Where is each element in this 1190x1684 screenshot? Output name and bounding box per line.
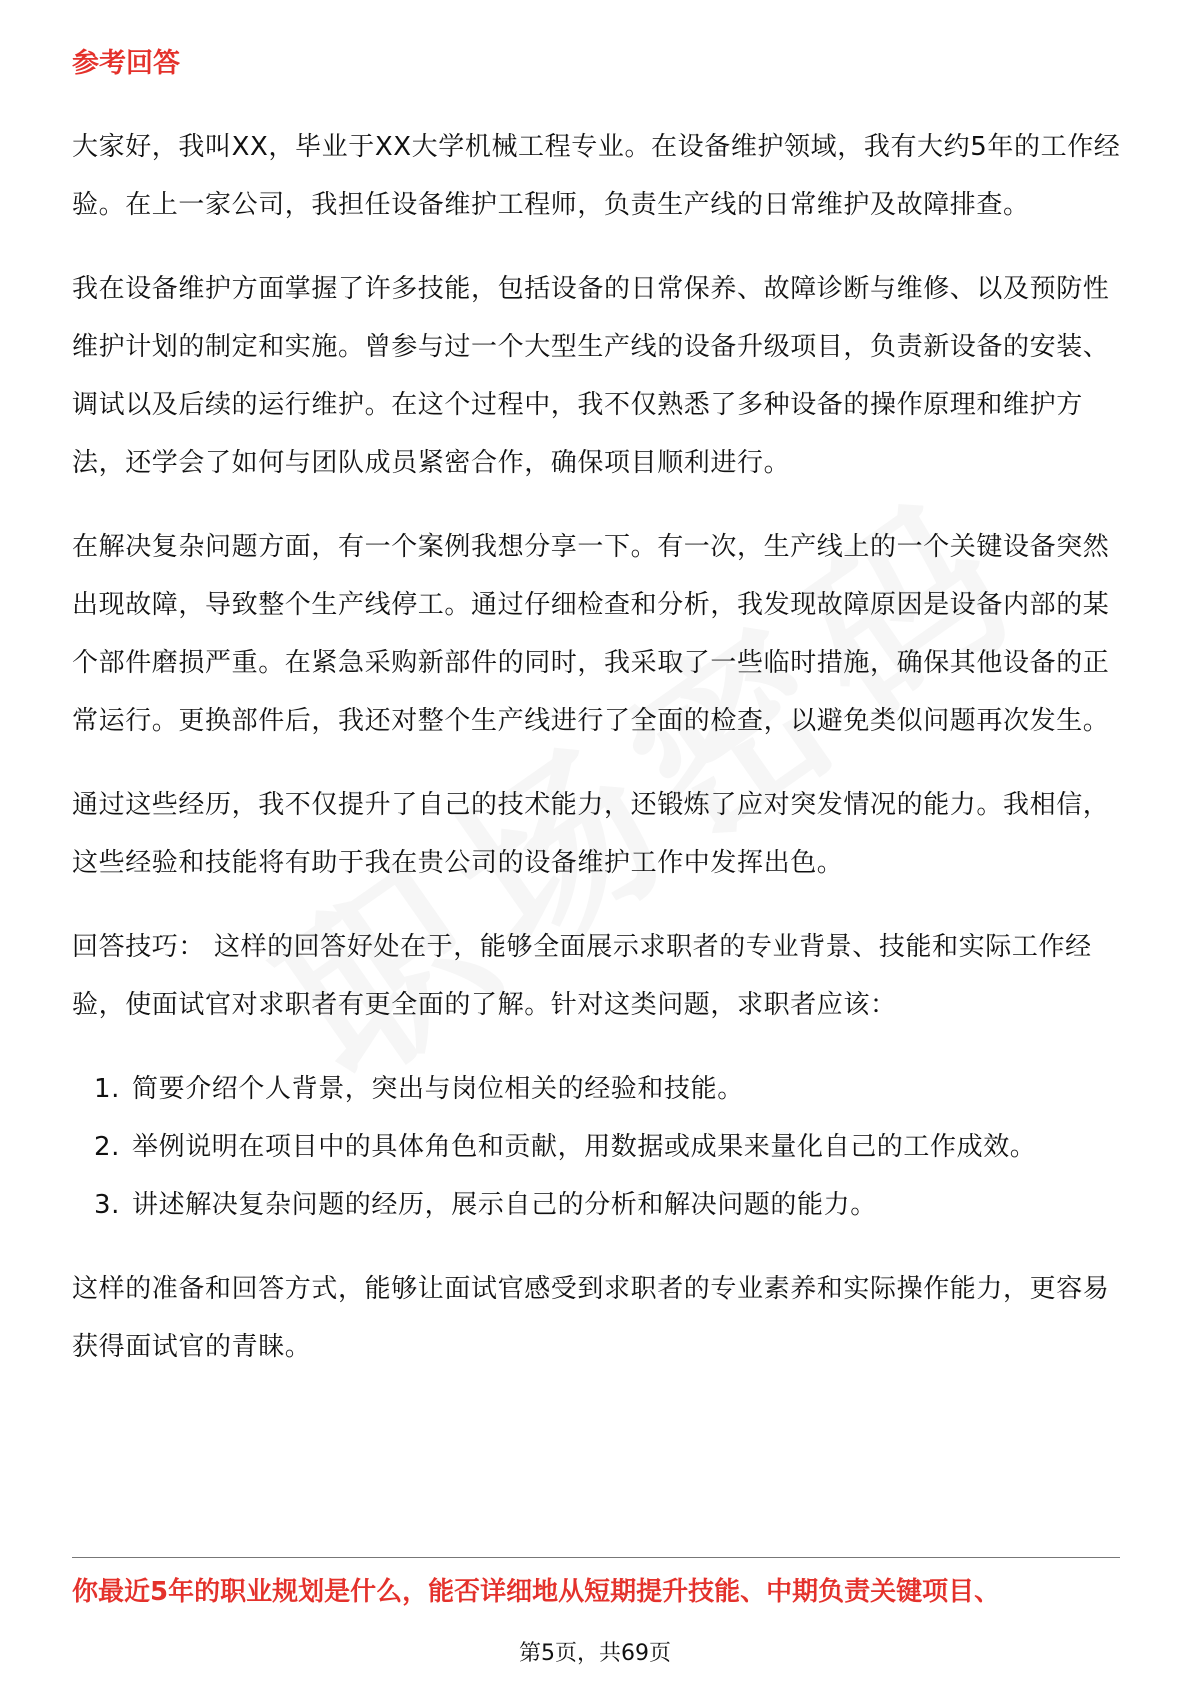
paragraph-summary: 通过这些经历，我不仅提升了自己的技术能力，还锻炼了应对突发情况的能力。我相信，这些经验和技能将有助于我在贵公司的设备维护工作中发挥出色。 bbox=[72, 790, 1110, 878]
list-item-text: 简要介绍个人背景，突出与岗位相关的经验和技能。 bbox=[132, 1074, 744, 1104]
section-heading: 参考回答 bbox=[72, 48, 180, 79]
list-item-number: 2. bbox=[93, 1132, 120, 1162]
list-item-number: 1. bbox=[93, 1074, 120, 1104]
paragraph-intro: 大家好，我叫XX，毕业于XX大学机械工程专业。在设备维护领域，我有大约5年的工作经验。在上一家公司，我担任设备维护工程师，负责生产线的日常维护及故障排查。 bbox=[72, 132, 1121, 220]
list-item bbox=[72, 1176, 1122, 1234]
section-divider bbox=[72, 1557, 1120, 1558]
next-question-heading: 你最近5年的职业规划是什么，能否详细地从短期提升技能、中期负责关键项目、 bbox=[72, 1577, 1001, 1607]
tips-list bbox=[72, 1060, 1122, 1234]
answer-body bbox=[72, 118, 1122, 1402]
paragraph-skills: 我在设备维护方面掌握了许多技能，包括设备的日常保养、故障诊断与维修、以及预防性维护计划的制定和实施。曾参与过一个大型生产线的设备升级项目，负责新设备的安装、调试以及后续的运行维护。在这个过程中，我不仅熟悉了多种设备的操作原理和维护方法，还学会了如何与团队成员紧密合作，确保项目顺利进行。 bbox=[72, 274, 1110, 478]
paragraph-case: 在解决复杂问题方面，有一个案例我想分享一下。有一次，生产线上的一个关键设备突然出现故障，导致整个生产线停工。通过仔细检查和分析，我发现故障原因是设备内部的某个部件磨损严重。在紧急采购新部件的同时，我采取了一些临时措施，确保其他设备的正常运行。更换部件后，我还对整个生产线进行了全面的检查，以避免类似问题再次发生。 bbox=[72, 532, 1110, 736]
list-item bbox=[72, 1060, 1122, 1118]
list-item-text: 举例说明在项目中的具体角色和贡献，用数据或成果来量化自己的工作成效。 bbox=[132, 1132, 1037, 1162]
list-item-number: 3. bbox=[93, 1190, 120, 1220]
page-number: 第5页，共69页 bbox=[519, 1641, 671, 1666]
list-item-text: 讲述解决复杂问题的经历，展示自己的分析和解决问题的能力。 bbox=[132, 1190, 877, 1220]
list-item bbox=[72, 1118, 1122, 1176]
paragraph-closing: 这样的准备和回答方式，能够让面试官感受到求职者的专业素养和实际操作能力，更容易获得面试官的青睐。 bbox=[72, 1274, 1110, 1362]
paragraph-tips-intro: 回答技巧： 这样的回答好处在于，能够全面展示求职者的专业背景、技能和实际工作经验，使面试官对求职者有更全面的了解。针对这类问题，求职者应该： bbox=[72, 932, 1092, 1020]
